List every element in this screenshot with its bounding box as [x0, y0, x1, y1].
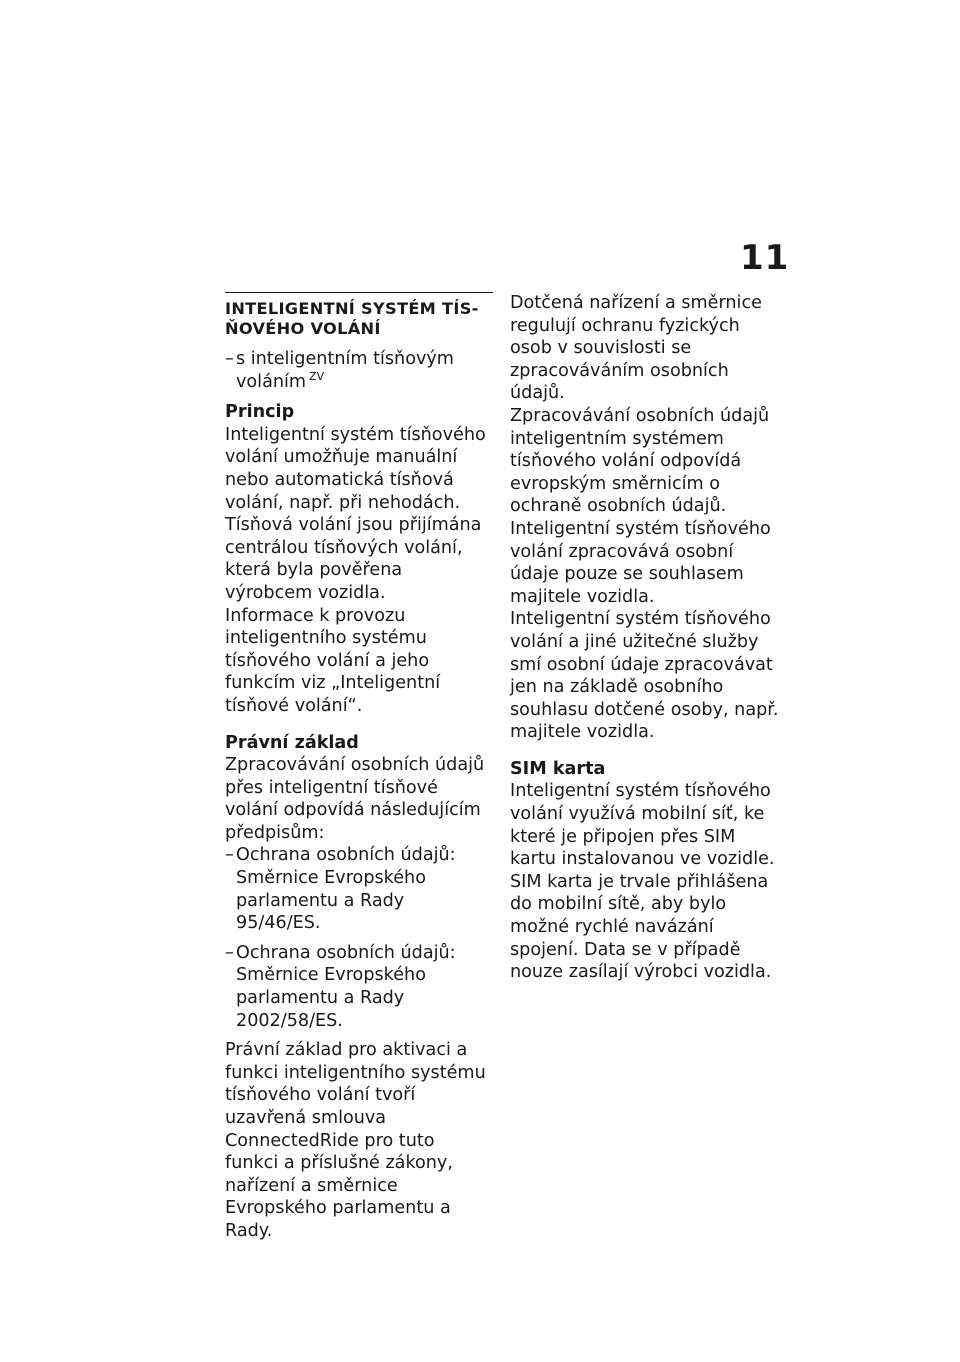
- availability-marker: ZV: [309, 369, 325, 383]
- principle-paragraph-1: Inteligentní systém tísňového volání umožňuje manuální nebo automatická tísňová volání, např. při nehodách.: [225, 424, 486, 513]
- legal-affected-paragraph: Dotčená nařízení a směrnice regulují ochranu fyzických osob v souvislosti se zpracováváním osobních údajů.: [510, 293, 762, 404]
- legal-intro: Zpracovávání osobních údajů přes inteligentní tísňové volání odpovídá následujícím předpisům:: [225, 755, 485, 843]
- availability-text: s inteligentním tísňovým voláním: [236, 349, 454, 392]
- left-column: [225, 292, 493, 1243]
- sim-paragraph: Inteligentní systém tísňového volání využívá mobilní síť, ke které je připojen přes SIM kartu instalovanou ve vozidle. SIM karta je trvale přihlášena do mobilní sítě, aby bylo možné rychlé navázání spojení. Data se v případě nouze zasílají výrobci vozidla.: [510, 781, 775, 983]
- principle-paragraph-2: Tísňová volání jsou přijímána centrálou tísňových volání, která byla pověřena výrobcem vozidla.: [225, 515, 482, 603]
- legal-item-1: – Ochrana osobních údajů: Směrnice Evropského parlamentu a Rady 95/46/ES.: [225, 844, 493, 934]
- legal-consent-paragraph: Inteligentní systém tísňového volání zpracovává osobní údaje pouze se souhlasem majitele vozidla.: [510, 518, 771, 607]
- principle-paragraph-3: Informace k provozu inteligentního systému tísňového volání a jeho funkcím viz „Inteligentní tísňové volání“.: [225, 605, 441, 716]
- legal-basis-paragraph: Právní základ pro aktivaci a funkci inteligentního systému tísňového volání tvoří uzavřená smlouva ConnectedRide pro tuto funkci a příslušné zákony, nařízení a směrnice Evropského parlamentu a Rady.: [225, 1040, 486, 1241]
- page-number: 11: [740, 238, 790, 278]
- legal-processing-paragraph: Zpracovávání osobních údajů inteligentním systémem tísňového volání odpovídá evropským směrnicím o ochraně osobních údajů.: [510, 405, 770, 517]
- sim-heading: SIM karta: [510, 758, 606, 779]
- legal-item-2: – Ochrana osobních údajů: Směrnice Evropského parlamentu a Rady 2002/58/ES.: [225, 942, 493, 1032]
- right-column-body: [510, 292, 785, 984]
- section-title: INTELIGENTNÍ SYSTÉM TÍS-ŇOVÉHO VOLÁNÍ: [225, 299, 479, 338]
- principle-heading: Princip: [225, 402, 295, 423]
- availability-note: [225, 348, 493, 393]
- legal-heading: Právní základ: [225, 732, 359, 753]
- section-header: [225, 292, 493, 339]
- legal-other-paragraph: Inteligentní systém tísňového volání a jiné užitečné služby smí osobní údaje zpracovávat jen na základě osobního souhlasu dotčené osoby, např. majitele vozidla.: [510, 609, 779, 743]
